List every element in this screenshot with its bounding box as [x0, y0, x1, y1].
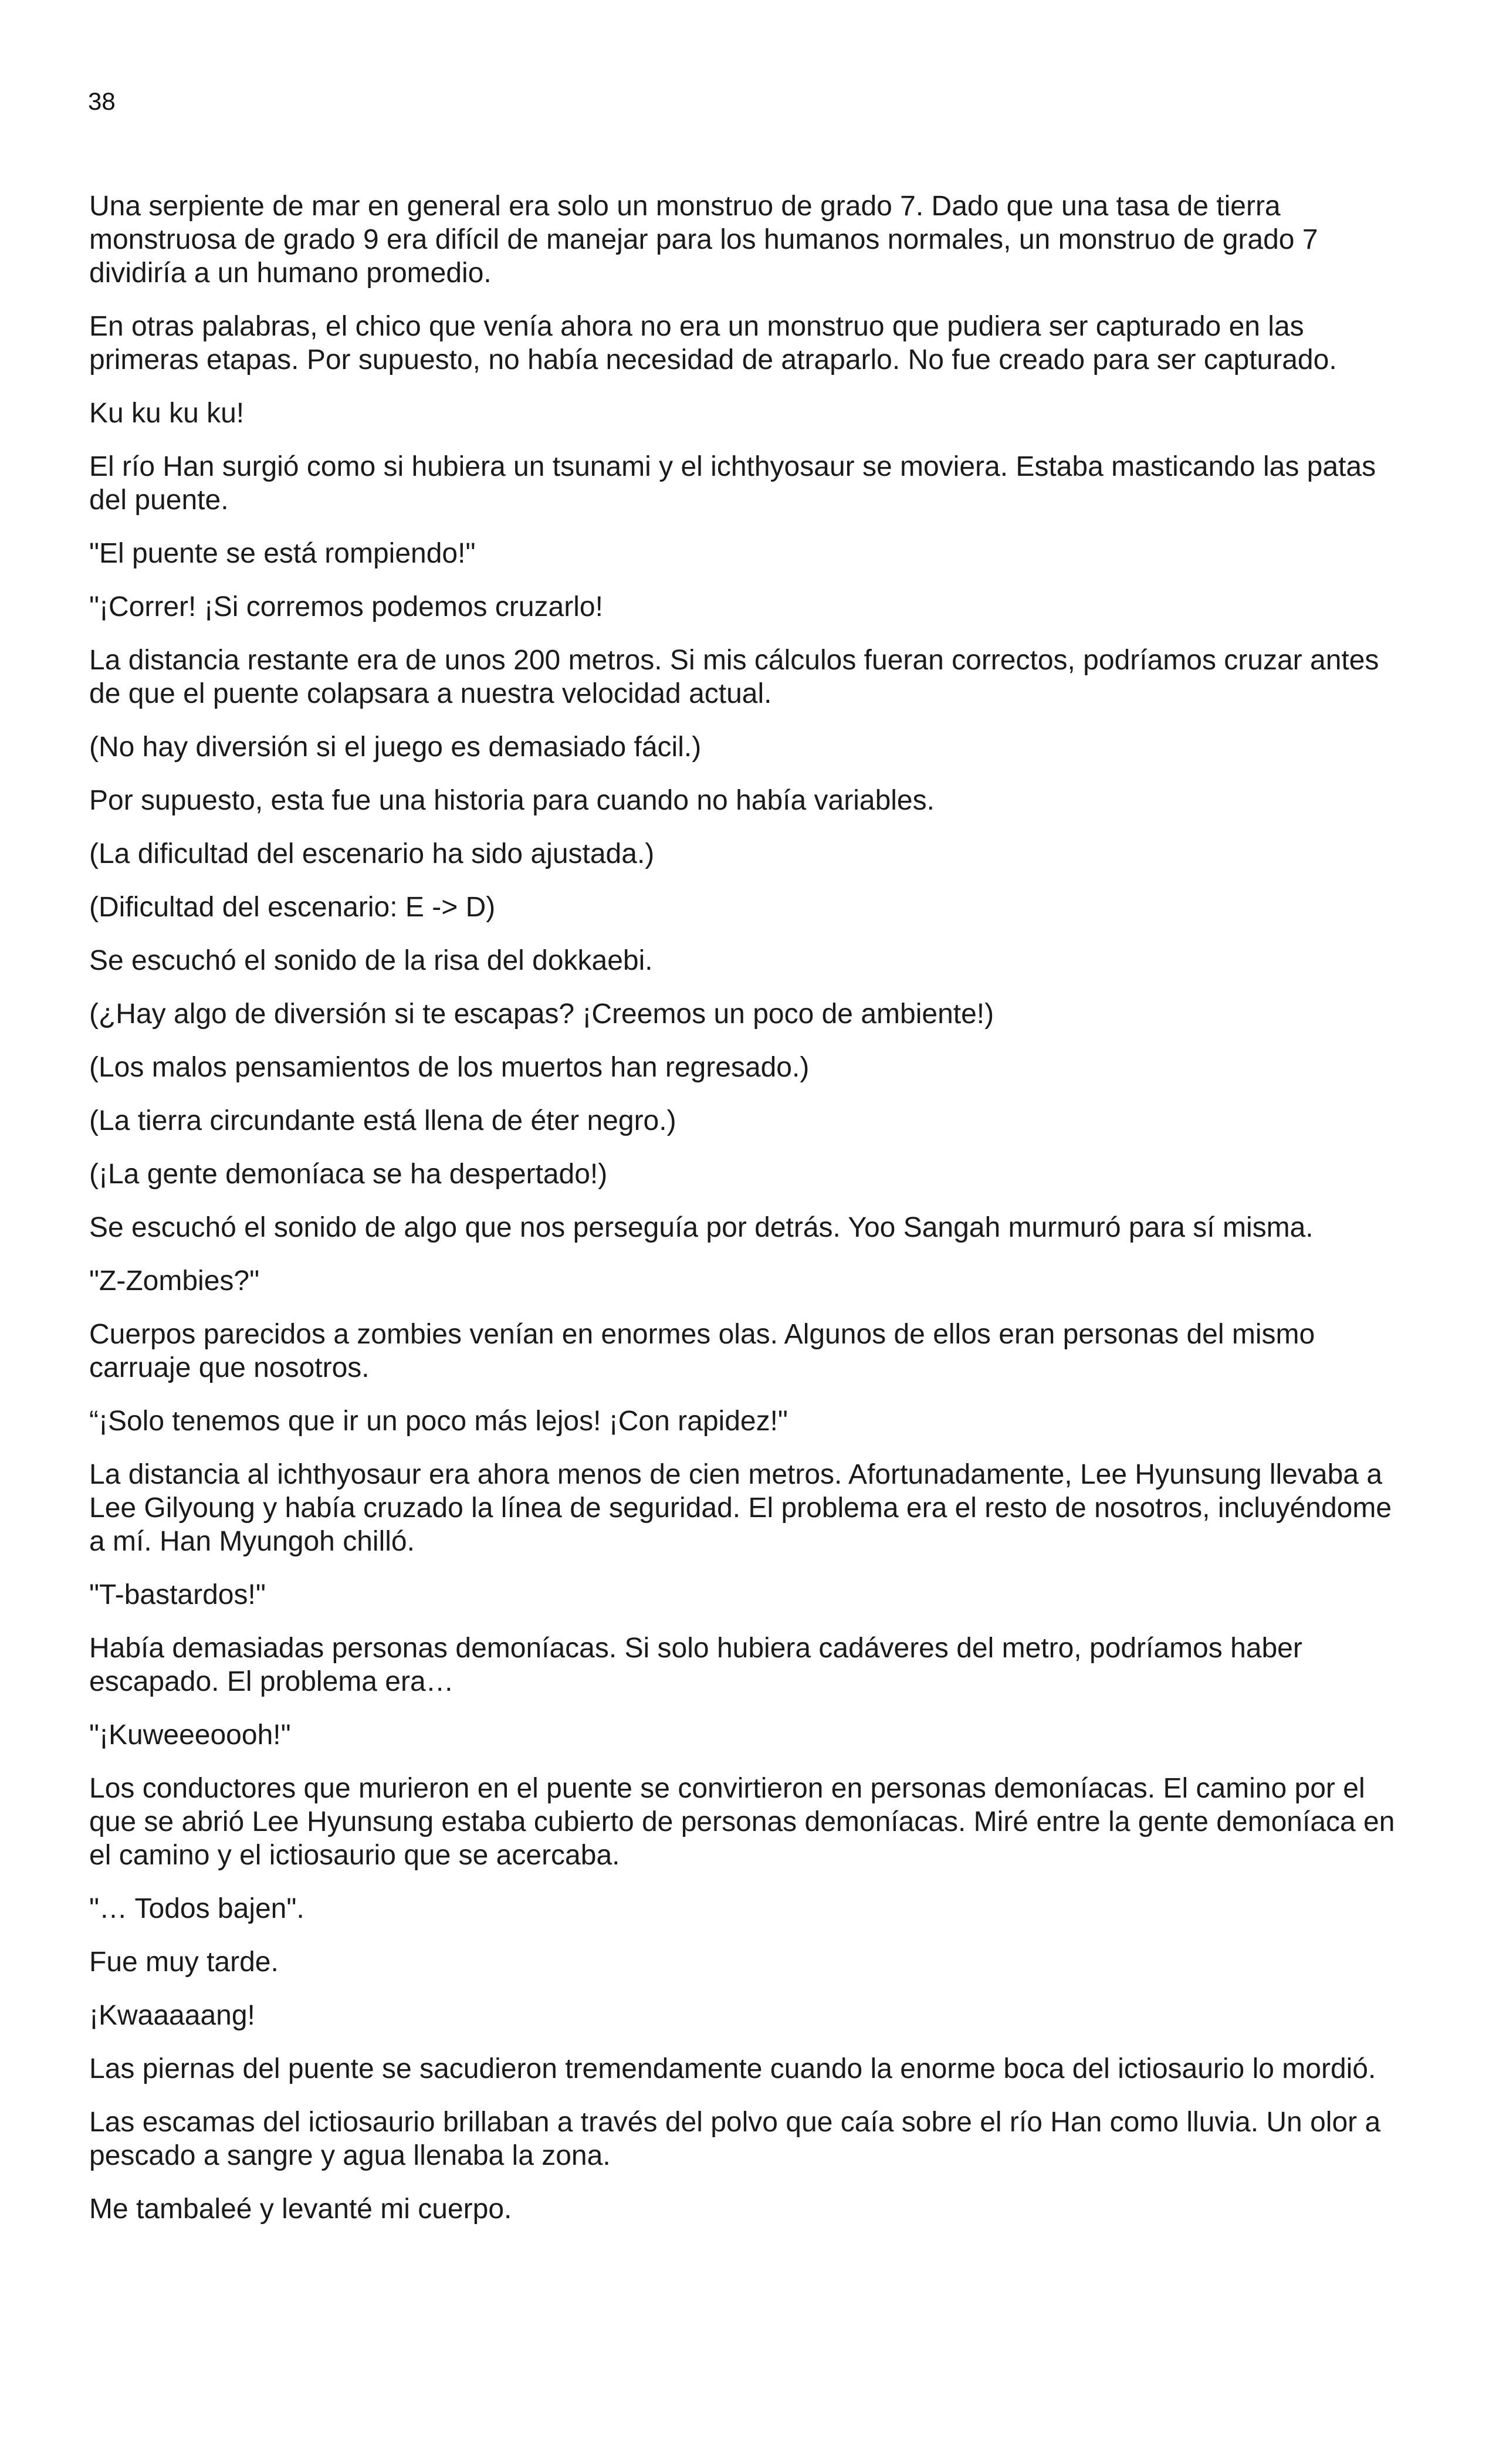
- paragraph: (Dificultad del escenario: E -> D): [89, 892, 496, 923]
- paragraph: ¡Kwaaaaang!: [89, 2000, 255, 2031]
- paragraph: "¡Kuweeeoooh!": [89, 1720, 291, 1751]
- paragraph: "Z-Zombies?": [89, 1265, 260, 1297]
- paragraph: Las piernas del puente se sacudieron tremendamente cuando la enorme boca del ictiosaurio lo mordió.: [89, 2053, 1376, 2084]
- document-body: [89, 189, 1415, 2246]
- paragraph: "T-bastardos!": [89, 1579, 266, 1610]
- paragraph: Me tambaleé y levanté mi cuerpo.: [89, 2194, 512, 2225]
- paragraph: (¡La gente demoníaca se ha despertado!): [89, 1159, 608, 1190]
- paragraph: Una serpiente de mar en general era solo un monstruo de grado 7. Dado que una tasa de tierra monstruosa de grado 9 era difícil de manejar para los humanos normales, un monstruo de grado 7 dividiría a un humano promedio.: [89, 191, 1318, 289]
- paragraph: Fue muy tarde.: [89, 1947, 279, 1978]
- paragraph: Los conductores que murieron en el puente se convirtieron en personas demoníacas. El camino por el que se abrió Lee Hyunsung estaba cubierto de personas demoníacas. Miré entre la gente demoníaca en el camino y el ictiosaurio que se acercaba.: [89, 1773, 1395, 1871]
- paragraph: Se escuchó el sonido de algo que nos perseguía por detrás. Yoo Sangah murmuró para sí misma.: [89, 1212, 1314, 1243]
- paragraph: (La dificultad del escenario ha sido ajustada.): [89, 838, 655, 869]
- paragraph: En otras palabras, el chico que venía ahora no era un monstruo que pudiera ser capturado en las primeras etapas. Por supuesto, no había necesidad de atraparlo. No fue creado para ser capturado.: [89, 311, 1337, 375]
- paragraph: (¿Hay algo de diversión si te escapas? ¡Creemos un poco de ambiente!): [89, 999, 994, 1030]
- paragraph: (No hay diversión si el juego es demasiado fácil.): [89, 732, 702, 763]
- paragraph: "¡Correr! ¡Si corremos podemos cruzarlo!: [89, 591, 603, 622]
- paragraph: El río Han surgió como si hubiera un tsunami y el ichthyosaur se moviera. Estaba masticando las patas del puente.: [89, 451, 1376, 516]
- paragraph: Por supuesto, esta fue una historia para cuando no había variables.: [89, 785, 935, 816]
- paragraph: La distancia al ichthyosaur era ahora menos de cien metros. Afortunadamente, Lee Hyunsung llevaba a Lee Gilyoung y había cruzado la línea de seguridad. El problema era el resto de nosotros, incluyéndome a mí. Han Myungoh chilló.: [89, 1459, 1392, 1557]
- paragraph: La distancia restante era de unos 200 metros. Si mis cálculos fueran correctos, podríamos cruzar antes de que el puente colapsara a nuestra velocidad actual.: [89, 645, 1379, 709]
- paragraph: (La tierra circundante está llena de éter negro.): [89, 1105, 676, 1136]
- paragraph: (Los malos pensamientos de los muertos han regresado.): [89, 1052, 810, 1083]
- page-number: 38: [88, 87, 116, 115]
- paragraph: Ku ku ku ku!: [89, 398, 245, 429]
- paragraph: "… Todos bajen".: [89, 1893, 304, 1924]
- paragraph: Las escamas del ictiosaurio brillaban a través del polvo que caía sobre el río Han como lluvia. Un olor a pescado a sangre y agua llenaba la zona.: [89, 2107, 1381, 2171]
- paragraph: Se escuchó el sonido de la risa del dokkaebi.: [89, 945, 653, 976]
- paragraph: Había demasiadas personas demoníacas. Si solo hubiera cadáveres del metro, podríamos haber escapado. El problema era…: [89, 1633, 1302, 1697]
- paragraph: "El puente se está rompiendo!": [89, 538, 476, 569]
- paragraph: Cuerpos parecidos a zombies venían en enormes olas. Algunos de ellos eran personas del mismo carruaje que nosotros.: [89, 1319, 1315, 1383]
- paragraph: “¡Solo tenemos que ir un poco más lejos! ¡Con rapidez!": [89, 1406, 788, 1437]
